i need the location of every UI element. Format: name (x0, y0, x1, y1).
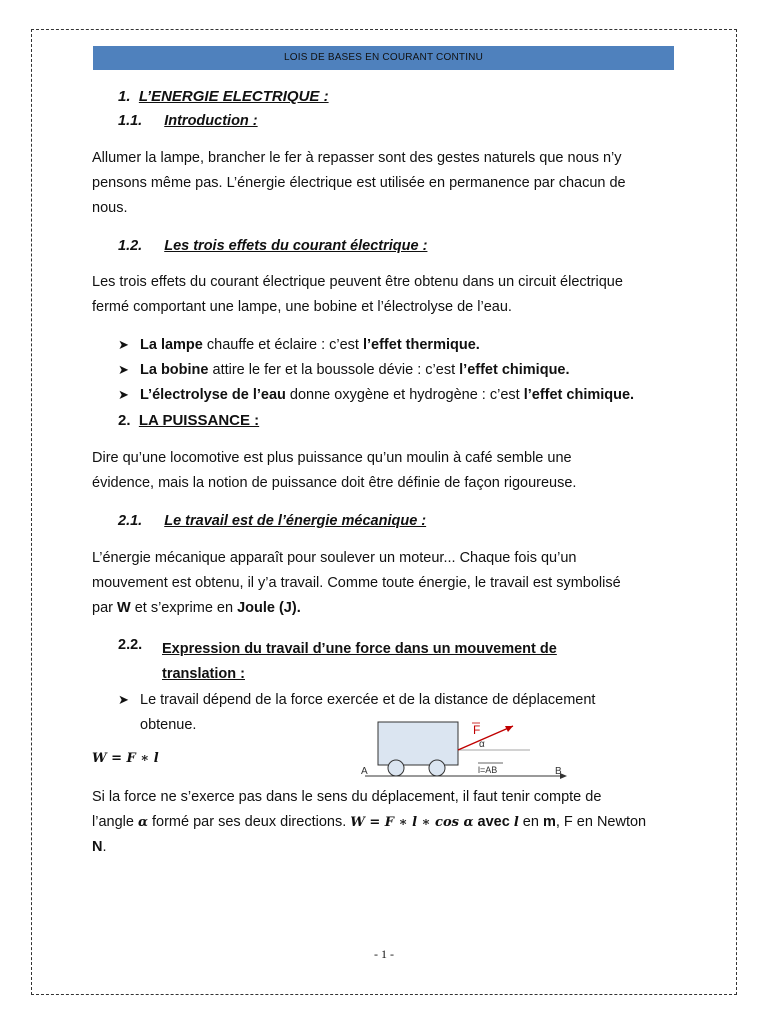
length-label: l=AB (478, 765, 498, 775)
section-number: 1.2. (118, 238, 143, 254)
paragraph-line (92, 596, 682, 621)
text: par (92, 600, 117, 616)
heading-introduction (118, 113, 258, 129)
paragraph-line: Si la force ne s’exerce pas dans le sens du déplacement, il faut tenir compte de (92, 789, 602, 805)
item-text: attire le fer et la boussole dévie : c’est (208, 362, 460, 378)
heading-expression-travail (118, 637, 142, 653)
heading-travail-energie (118, 513, 426, 529)
section-number: 2. (118, 412, 131, 429)
point-b-label: B (555, 766, 562, 777)
paragraph-line: Allumer la lampe, brancher le fer à repasser sont des gestes naturels que nous n’y (92, 150, 622, 166)
heading-energie-electrique (118, 88, 329, 105)
item-text: donne oxygène et hydrogène : c’est (285, 387, 524, 403)
title-line: translation : (162, 666, 245, 682)
l-symbol: l (513, 815, 519, 830)
force-vector (458, 726, 513, 750)
text: l’angle (92, 814, 138, 830)
paragraph-line: nous. (92, 200, 128, 216)
paragraph-line (92, 810, 692, 835)
section-title: L’ENERGIE ELECTRIQUE : (138, 88, 329, 105)
paragraph-line (92, 835, 692, 860)
paragraph-line: Les trois effets du courant électrique peuvent être obtenu dans un circuit électrique (92, 274, 623, 290)
formula-travail-angle: W = F ∗ l ∗ cos α (350, 815, 474, 830)
section-title: Le travail est de l’énergie mécanique : (164, 513, 427, 529)
paragraph-line: évidence, mais la notion de puissance doit être définie de façon rigoureuse. (92, 475, 577, 491)
section-title: Introduction : (164, 113, 258, 129)
bold-unit: m (542, 814, 556, 830)
title-line: Expression du travail d’une force dans un mouvement de (162, 641, 557, 657)
cart-body (378, 722, 458, 765)
bold-unit: Joule (J). (237, 600, 301, 616)
list-item (118, 387, 634, 403)
paragraph-introduction (92, 146, 682, 221)
text: , F en Newton (555, 814, 647, 830)
paragraph-line: mouvement est obtenu, il y’a travail. Comme toute énergie, le travail est symbolisé (92, 575, 621, 591)
bold-symbol: W (117, 600, 131, 616)
section-number: 2.2. (118, 637, 143, 653)
point-a-label: A (361, 766, 368, 777)
paragraph-line: Dire qu’une locomotive est plus puissance qu’un moulin à café semble une (92, 450, 572, 466)
alpha-symbol: α (137, 815, 148, 830)
section-number: 2.1. (118, 513, 143, 529)
wheel (429, 760, 445, 776)
arrow-bullet-icon: ➤ (118, 692, 129, 707)
bold-unit: N (92, 839, 103, 855)
arrow-bullet-icon: ➤ (118, 387, 129, 402)
text: et s’exprime en (130, 600, 238, 616)
wheel (388, 760, 404, 776)
text: formé par ses deux directions. (147, 814, 351, 830)
header-banner: LOIS DE BASES EN COURANT CONTINU (93, 46, 674, 70)
paragraph-puissance (92, 446, 682, 496)
arrow-bullet-icon: ➤ (118, 337, 129, 352)
bold-term: La bobine (140, 362, 209, 378)
text: en (518, 814, 543, 830)
bold-term: La lampe (140, 337, 203, 353)
paragraph-travail (92, 546, 682, 621)
bold-text: avec (473, 814, 514, 830)
paragraph-effets (92, 270, 682, 320)
item-text: obtenue. (140, 717, 197, 733)
section-number: 1.1. (118, 113, 143, 129)
section-title: Les trois effets du courant électrique : (164, 238, 428, 254)
heading-puissance (118, 412, 259, 429)
section-title (162, 637, 557, 687)
arrow-bullet-icon: ➤ (118, 362, 129, 377)
item-text: chauffe et éclaire : c’est (202, 337, 363, 353)
heading-trois-effets (118, 238, 427, 254)
angle-label: α (479, 739, 485, 750)
formula-travail: W = F ∗ l (92, 751, 159, 766)
bold-effect: l’effet thermique. (362, 337, 480, 353)
bold-effect: l’effet chimique. (459, 362, 570, 378)
page-number: - 1 - (374, 947, 394, 961)
text: . (102, 839, 107, 855)
section-number: 1. (118, 88, 131, 105)
cart-force-diagram (355, 718, 575, 780)
bold-term: L’électrolyse de l’eau (140, 387, 286, 403)
section-title: LA PUISSANCE : (138, 412, 260, 429)
paragraph-line: L’énergie mécanique apparaît pour soulever un moteur... Chaque fois qu’un (92, 550, 577, 566)
bold-effect: l’effet chimique. (523, 387, 635, 403)
paragraph-line: fermé comportant une lampe, une bobine et l’électrolyse de l’eau. (92, 299, 512, 315)
list-item (118, 362, 570, 378)
force-label: F (473, 723, 481, 737)
paragraph-force-angle (92, 785, 692, 860)
item-text: Le travail dépend de la force exercée et de la distance de déplacement (140, 692, 596, 708)
list-item (118, 337, 480, 353)
paragraph-line: pensons même pas. L’énergie électrique est utilisée en permanence par chacun de (92, 175, 626, 191)
